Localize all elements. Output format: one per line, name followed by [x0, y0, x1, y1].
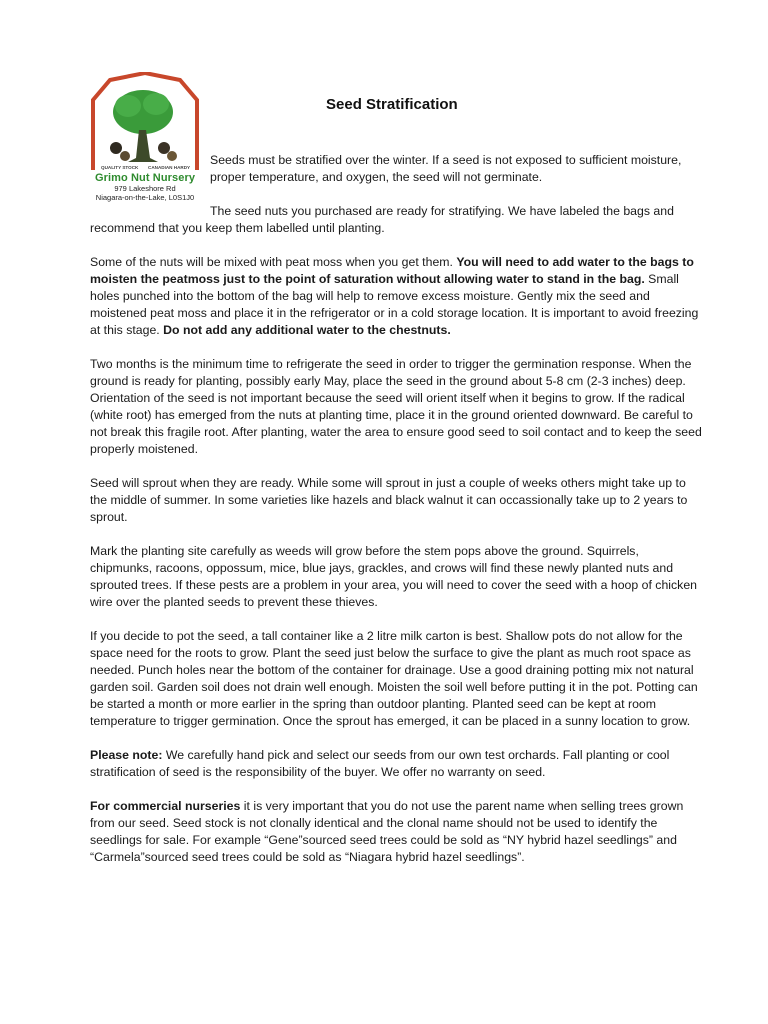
logo-banner-left: QUALITY STOCK: [101, 165, 139, 170]
paragraph-peat-moss: [90, 254, 704, 339]
please-note-label: Please note:: [90, 748, 163, 762]
nursery-address-line2: Niagara-on-the-Lake, L0S1J0: [95, 193, 195, 202]
p3-text-a: Some of the nuts will be mixed with peat moss when you get them.: [90, 255, 457, 269]
document-body: [90, 152, 704, 883]
paragraph-ready: The seed nuts you purchased are ready for stratifying. We have labeled the bags and recommend that you keep them labelled until planting.: [90, 204, 674, 235]
paragraph-stratify-intro: Seeds must be stratified over the winter. If a seed is not exposed to sufficient moisture, proper temperature, and oxygen, the seed will not germinate.: [210, 153, 682, 184]
commercial-label: For commercial nurseries: [90, 799, 241, 813]
commercial-text: it is very important that you do not use the parent name when selling trees grown from our seed. Seed stock is not clonally identical and the clonal name should not be used to identify the seedlings for sale. For example “Gene”sourced seed trees could be sold as “NY hybrid hazel seedlings” and “Carmela”sourced seed trees could be sold as “Niagara hybrid hazel seedlings”.: [90, 799, 684, 864]
nursery-name: Grimo Nut Nursery: [94, 172, 196, 184]
paragraph-please-note: [90, 747, 704, 781]
p3-bold-chestnuts: Do not add any additional water to the chestnuts.: [163, 323, 451, 337]
paragraph-potting: If you decide to pot the seed, a tall container like a 2 litre milk carton is best. Shallow pots do not allow for the space need for the roots to grow. Plant the seed just below the surface to give the plant as much root space as needed. Punch holes near the bottom of the container for drainage. Use a good draining potting mix not natural garden soil. Garden soil does not drain well enough. Moisten the soil well before putting it in the pot. Potting can be started a month or more earlier in the spring than outdoor planting. Planted seed can be kept at room temperature to trigger germination. Once the sprout has emerged, it can be placed in a sunny location to grow.: [90, 629, 698, 728]
p3-text-c: Small holes punched into the bottom of the bag will help to remove excess moisture. Gently mix the seed and moistened peat moss and place it in the refrigerator or in a cold storage location. It is important to avoid freezing at this stage.: [90, 272, 699, 337]
please-note-text: We carefully hand pick and select our seeds from our own test orchards. Fall planting or cool stratification of seed is the responsibility of the buyer. We offer no warranty on seed.: [90, 748, 670, 779]
paragraph-commercial: [90, 798, 704, 866]
p3-bold-water: You will need to add water to the bags to moisten the peatmoss just to the point of saturation without allowing water to stand in the bag.: [90, 255, 694, 286]
logo-banner-right: CANADIAN HARDY: [148, 165, 191, 170]
paragraph-sprout: Seed will sprout when they are ready. While some will sprout in just a couple of weeks others might take up to the middle of summer. In some varieties like hazels and black walnut it can occassionally take up to 2 years to sprout.: [90, 476, 688, 524]
document-title: Seed Stratification: [326, 96, 458, 113]
nursery-address-line1: 979 Lakeshore Rd: [114, 184, 176, 193]
paragraph-refrigerate: Two months is the minimum time to refrigerate the seed in order to trigger the germination response. When the ground is ready for planting, possibly early May, place the seed in the ground about 5-8 cm (2-3 inches) deep. Orientation of the seed is not important because the seed will orient itself when it begins to grow. If the radical (white root) has emerged from the nuts at planting time, place it in the ground oriented downward. Be careful to not break this fragile root. After planting, water the area to ensure good seed to soil contact and to keep the seed properly moistened.: [90, 357, 702, 456]
paragraph-pests: Mark the planting site carefully as weeds will grow before the stem pops above the ground. Squirrels, chipmunks, racoons, oppossum, mice, blue jays, grackles, and crows will find these newly planted nuts and sprouted trees. If these pests are a problem in your area, you will need to cover the seed with a hoop of chicken wire over the planted seeds to prevent these thieves.: [90, 544, 697, 609]
